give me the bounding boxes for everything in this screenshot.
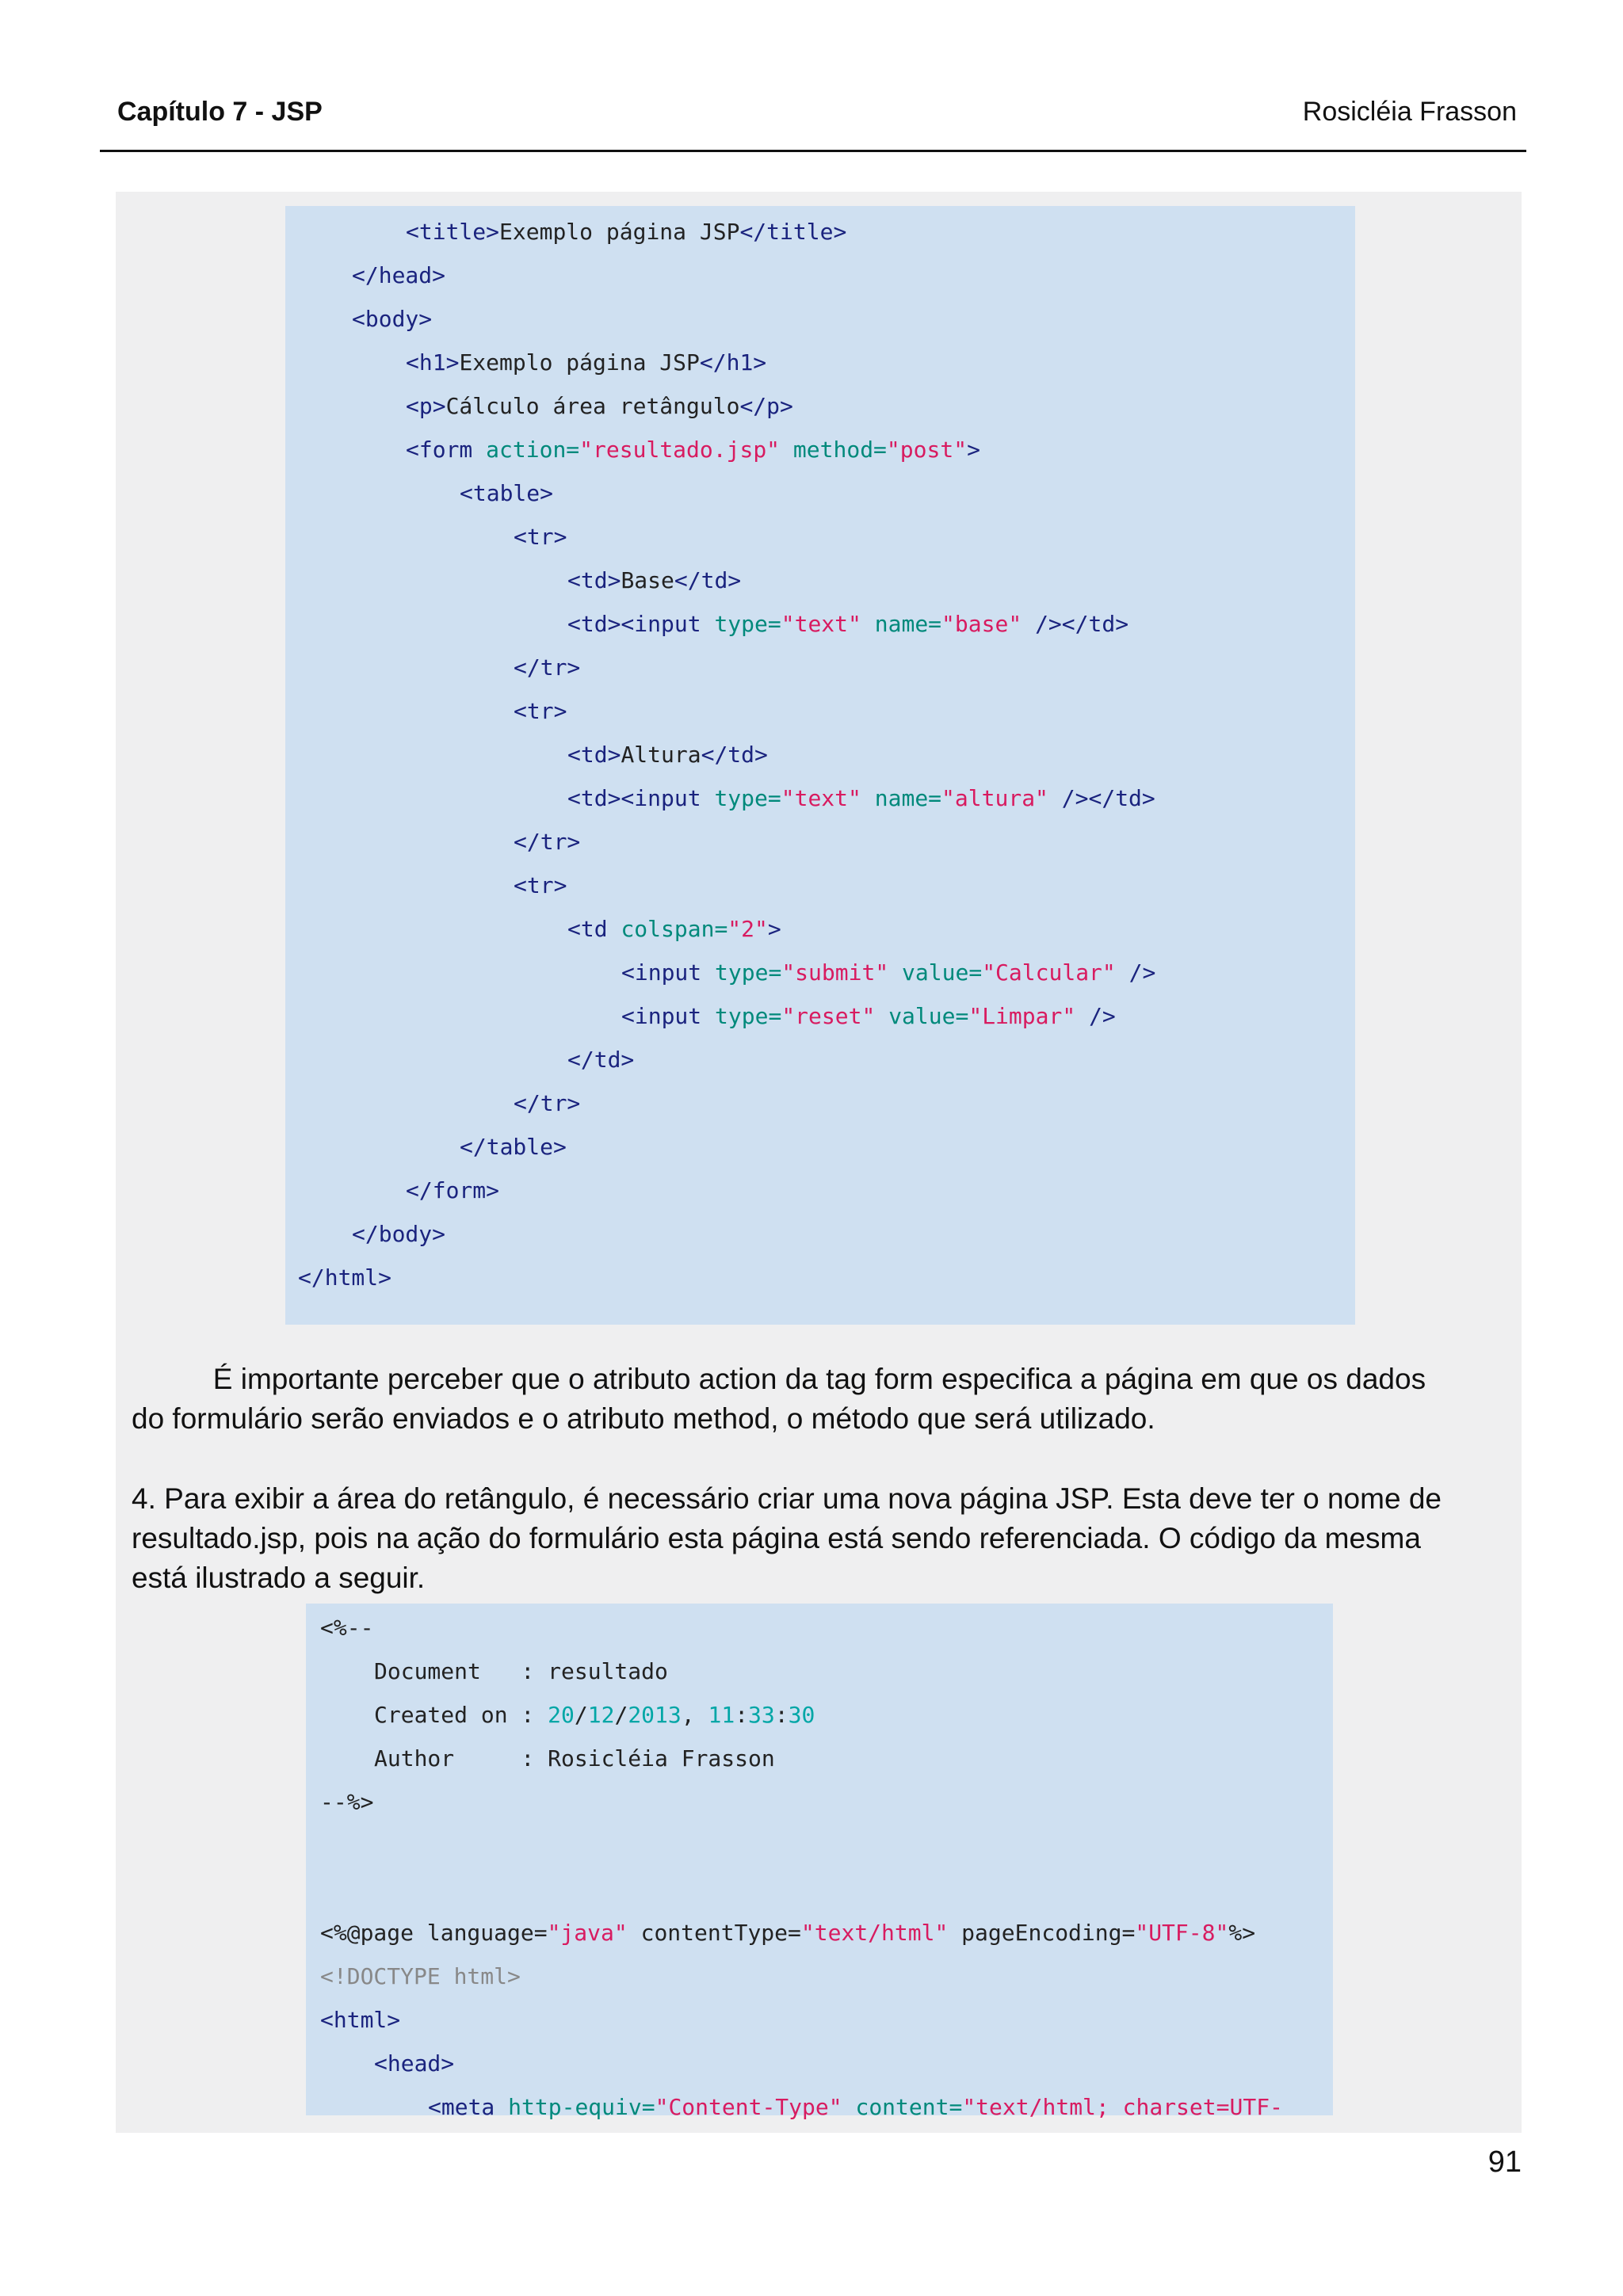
code-token-attr: value= xyxy=(888,1003,969,1029)
code-token-tag: </tr> xyxy=(514,654,581,681)
code-line xyxy=(298,1264,391,1291)
code-token-tag: </tr> xyxy=(514,829,581,855)
code-token-tag: <body> xyxy=(352,306,433,332)
code-line xyxy=(514,1090,580,1117)
content-area xyxy=(116,192,1522,2133)
code-line xyxy=(514,698,567,725)
code-token-text: Created on : xyxy=(374,1702,548,1728)
code-token-attr: type= xyxy=(715,959,782,986)
code-token-tag: </p> xyxy=(739,393,793,419)
code-token-val: "text" xyxy=(781,611,861,637)
code-token-val: "base" xyxy=(941,611,1022,637)
code-token-num: 11 xyxy=(708,1702,735,1728)
code-token-text: : xyxy=(774,1702,789,1728)
code-token-tag: <tr> xyxy=(514,698,567,724)
code-token-num: 12 xyxy=(587,1702,615,1728)
code-token-tag: </html> xyxy=(298,1264,392,1291)
code-token-text: Base xyxy=(621,567,674,593)
code-token-text: / xyxy=(574,1702,588,1728)
code-token-tag: <input xyxy=(621,1003,702,1029)
code-token-text xyxy=(861,785,875,811)
code-line xyxy=(567,916,781,943)
code-token-text: Cálculo área retângulo xyxy=(445,393,740,419)
paragraph-resultado-page xyxy=(132,1479,1510,1598)
code-token-tag: </td> xyxy=(674,567,742,593)
code-block-resultado-jsp xyxy=(306,1604,1333,2120)
code-token-tag: <p> xyxy=(406,393,446,419)
code-token-num: 33 xyxy=(748,1702,775,1728)
code-token-text xyxy=(1116,959,1129,986)
code-line xyxy=(406,349,766,376)
code-line xyxy=(374,2050,454,2077)
code-line xyxy=(352,306,432,333)
code-token-tag: <tr> xyxy=(514,872,567,898)
code-token-text xyxy=(701,1003,715,1029)
paragraph-action-method xyxy=(132,1360,1510,1439)
code-token-attr: name= xyxy=(874,785,942,811)
code-line xyxy=(406,219,846,246)
code-token-text xyxy=(861,611,875,637)
code-token-tag: /></td> xyxy=(1061,785,1155,811)
code-line xyxy=(514,829,580,856)
code-token-text xyxy=(701,611,715,637)
code-token-text xyxy=(842,2094,856,2120)
code-token-attr: method= xyxy=(792,437,887,463)
code-token-val: "Limpar" xyxy=(968,1003,1076,1029)
paragraph-line: resultado.jsp, pois na ação do formulário esta página está sendo referenciada. O código da mesma xyxy=(132,1522,1421,1554)
code-token-attr: value= xyxy=(902,959,983,986)
code-line xyxy=(320,1920,1255,1947)
code-token-val: "resultado.jsp" xyxy=(579,437,781,463)
code-token-num: 2013 xyxy=(628,1702,682,1728)
code-token-val: "text/html; charset=UTF- xyxy=(962,2094,1283,2120)
code-token-tag: > xyxy=(967,437,980,463)
code-line xyxy=(567,742,768,769)
code-token-val: "text" xyxy=(781,785,861,811)
code-token-text xyxy=(701,785,715,811)
code-token-tag: <table> xyxy=(460,480,554,506)
code-token-text xyxy=(875,1003,888,1029)
code-token-val: "Content-Type" xyxy=(655,2094,842,2120)
code-token-tag: /> xyxy=(1089,1003,1116,1029)
code-line xyxy=(320,1963,521,1990)
code-token-tag: <td> xyxy=(567,742,621,768)
code-line xyxy=(352,1221,445,1248)
code-token-val: "2" xyxy=(727,916,768,942)
code-token-attr: name= xyxy=(874,611,942,637)
code-token-doctype: <!DOCTYPE html> xyxy=(320,1963,521,1989)
code-token-val: "reset" xyxy=(781,1003,876,1029)
code-line xyxy=(320,1789,373,1816)
code-line xyxy=(406,1177,499,1204)
code-line xyxy=(428,2094,1283,2121)
code-line xyxy=(621,1003,1116,1030)
code-token-val: "submit" xyxy=(781,959,889,986)
code-token-text: --%> xyxy=(320,1789,374,1815)
code-line xyxy=(514,654,580,681)
code-token-attr: type= xyxy=(714,785,781,811)
code-token-val: "java" xyxy=(547,1920,628,1946)
code-token-text: Exemplo página JSP xyxy=(499,219,740,245)
code-token-tag: <input xyxy=(621,959,702,986)
code-line xyxy=(567,785,1155,812)
code-token-tag: <h1> xyxy=(406,349,460,376)
code-token-num: 20 xyxy=(548,1702,575,1728)
code-token-text: <%-- xyxy=(320,1615,374,1641)
code-line xyxy=(320,1615,373,1642)
code-token-attr: type= xyxy=(714,611,781,637)
code-token-val: "post" xyxy=(886,437,968,463)
code-token-tag: </td> xyxy=(567,1047,635,1073)
author-name: Rosicléia Frasson xyxy=(1302,97,1517,127)
code-token-text: , xyxy=(681,1702,708,1728)
code-token-tag: <td> xyxy=(567,567,621,593)
code-line xyxy=(567,567,741,594)
code-line xyxy=(374,1745,775,1772)
code-token-text: Altura xyxy=(621,742,701,768)
code-token-text: pageEncoding= xyxy=(948,1920,1136,1946)
code-token-tag: <meta xyxy=(428,2094,495,2120)
code-line xyxy=(621,959,1155,986)
code-token-tag: </tr> xyxy=(514,1090,581,1116)
code-line xyxy=(514,524,567,551)
code-token-text xyxy=(701,959,715,986)
code-token-tag: </body> xyxy=(352,1221,446,1247)
chapter-title: Capítulo 7 - JSP xyxy=(117,97,323,127)
code-token-tag: </h1> xyxy=(699,349,767,376)
code-line xyxy=(567,611,1128,638)
code-token-text: Document : resultado xyxy=(374,1658,668,1684)
code-token-val: "UTF-8" xyxy=(1135,1920,1229,1946)
code-line xyxy=(460,480,553,507)
code-token-text xyxy=(888,959,902,986)
code-token-text xyxy=(1048,785,1062,811)
code-token-tag: <td><input xyxy=(567,611,701,637)
code-token-tag: </head> xyxy=(352,262,446,288)
code-token-tag: <td xyxy=(567,916,608,942)
code-token-text xyxy=(495,2094,508,2120)
code-token-tag: > xyxy=(767,916,781,942)
code-token-text: <%@page language= xyxy=(320,1920,548,1946)
code-token-attr: http-equiv= xyxy=(508,2094,655,2120)
code-token-attr: action= xyxy=(486,437,580,463)
header-divider xyxy=(100,150,1526,152)
code-line xyxy=(320,2007,400,2034)
code-line xyxy=(406,393,793,420)
code-token-num: 30 xyxy=(788,1702,815,1728)
code-token-tag: </title> xyxy=(739,219,847,245)
code-token-text: : xyxy=(735,1702,749,1728)
code-line xyxy=(352,262,445,289)
code-line xyxy=(567,1047,634,1074)
code-token-val: "Calcular" xyxy=(982,959,1116,986)
code-token-tag: /></td> xyxy=(1035,611,1129,637)
code-token-text: Author : Rosicléia Frasson xyxy=(374,1745,775,1772)
code-token-val: "altura" xyxy=(941,785,1048,811)
page-number: 91 xyxy=(1487,2145,1522,2179)
code-line xyxy=(460,1134,567,1161)
code-line xyxy=(406,437,980,463)
code-token-tag: <html> xyxy=(320,2007,401,2033)
code-token-tag: </td> xyxy=(701,742,768,768)
code-token-attr: content= xyxy=(855,2094,963,2120)
paragraph-line: do formulário serão enviados e o atributo method, o método que será utilizado. xyxy=(132,1402,1155,1435)
paragraph-line: É importante perceber que o atributo action da tag form especifica a página em que os dados xyxy=(132,1363,1426,1395)
paragraph-line: está ilustrado a seguir. xyxy=(132,1562,426,1594)
code-line xyxy=(514,872,567,899)
code-token-tag: </form> xyxy=(406,1177,500,1203)
code-token-tag: </table> xyxy=(460,1134,567,1160)
code-line xyxy=(374,1658,668,1685)
code-token-text xyxy=(472,437,486,463)
code-token-tag: <title> xyxy=(406,219,500,245)
code-token-attr: type= xyxy=(715,1003,782,1029)
code-token-tag: <head> xyxy=(374,2050,455,2077)
code-token-text xyxy=(1075,1003,1089,1029)
code-token-text: %> xyxy=(1228,1920,1256,1946)
code-line xyxy=(374,1702,815,1729)
code-token-text xyxy=(1022,611,1035,637)
code-token-text xyxy=(608,916,621,942)
code-block-html-form xyxy=(285,206,1355,1325)
code-token-text: contentType= xyxy=(627,1920,801,1946)
paragraph-line: 4. Para exibir a área do retângulo, é necessário criar uma nova página JSP. Esta deve ter o nome de xyxy=(132,1482,1442,1515)
code-token-attr: colspan= xyxy=(621,916,728,942)
code-token-val: "text/html" xyxy=(800,1920,949,1946)
code-token-tag: /> xyxy=(1128,959,1156,986)
code-token-text xyxy=(780,437,793,463)
code-token-text: / xyxy=(614,1702,628,1728)
code-token-tag: <tr> xyxy=(514,524,567,550)
code-token-tag: <form xyxy=(406,437,473,463)
code-token-tag: <td><input xyxy=(567,785,701,811)
code-token-text: Exemplo página JSP xyxy=(459,349,700,376)
